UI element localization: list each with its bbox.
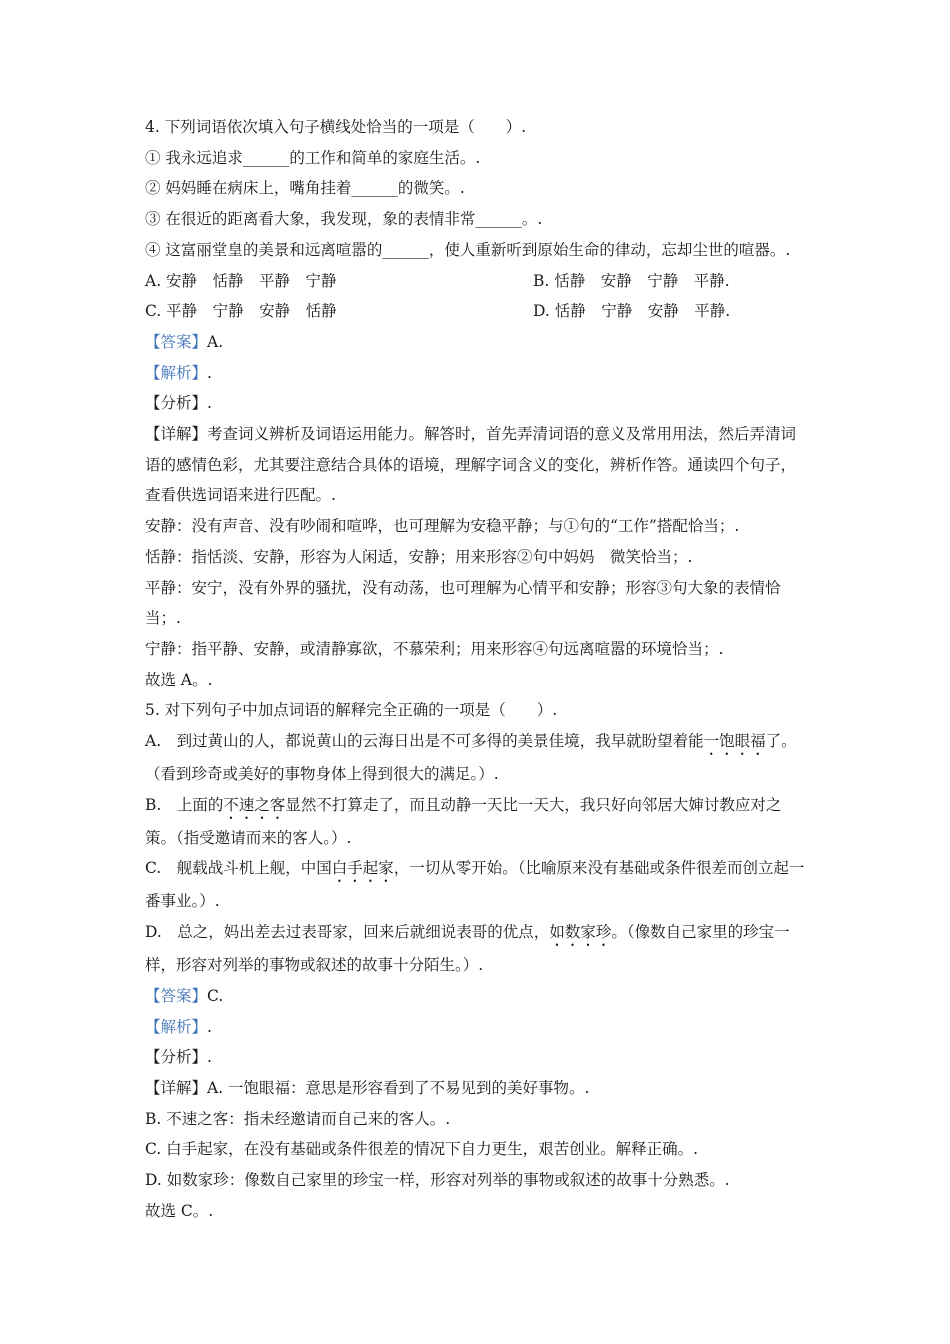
q5-fenxi: 【分析】.: [145, 1048, 212, 1067]
q5-a-dotted-word: 一饱眼福: [703, 732, 766, 751]
q4-sentence-3: ③ 在很近的距离看大象，我发现，象的表情非常______。.: [145, 210, 543, 229]
q5-d-dotted-word: 如数家珍: [549, 923, 612, 942]
q4-option-a: A. 安静 恬静 平静 宁静: [145, 271, 337, 290]
answer-value: A.: [207, 332, 224, 351]
q5-analysis: [145, 1012, 810, 1043]
q5-b-text: B. 上面的: [145, 795, 224, 814]
q4-answer: [145, 327, 810, 358]
q5-conclusion: 故选 C。.: [145, 1201, 214, 1220]
q4-options-row-1: [145, 266, 810, 297]
q5-detail-1: 【详解】A. 一饱眼福：意思是形容看到了不易见到的美好事物。.: [145, 1078, 590, 1097]
q4-word-1: 安静：没有声音、没有吵闹和喧哗，也可理解为安稳平静；与①句的“工作”搭配恰当；.: [145, 517, 740, 536]
question-5-stem: 5. 对下列句子中加点词语的解释完全正确的一项是（ ）.: [145, 701, 558, 720]
analysis-tag: 【解析】: [145, 1017, 208, 1036]
q5-a-explanation: 了。（看到珍奇或美好的事物身体上得到很大的满足。）.: [145, 732, 797, 784]
answer-tag: 【答案】: [145, 986, 208, 1005]
q4-sentence-4: ④ 这富丽堂皇的美景和远离喧嚣的______，使人重新听到原始生命的律动，忘却尘世的喧器。.: [145, 240, 791, 259]
q4-option-c: C. 平静 宁静 安静 恬静: [145, 302, 337, 321]
q5-option-c: [145, 853, 810, 917]
q4-options-row-2: [145, 296, 810, 327]
question-4-stem: 4. 下列词语依次填入句子横线处恰当的一项是（ ）.: [145, 118, 527, 136]
answer-tag: 【答案】: [145, 332, 208, 351]
q4-word-2: 恬静：指恬淡、安静，形容为人闲适，安静；用来形容②句中妈妈 微笑恰当；.: [145, 547, 693, 566]
q5-c-explanation: ，一切从零开始。（比喻原来没有基础或条件很差而创立起一番事业。）.: [145, 859, 805, 911]
document-page: [145, 112, 810, 1227]
q4-sentence-2: ② 妈妈睡在病床上，嘴角挂着______的微笑。.: [145, 179, 465, 198]
q5-b-explanation: 显然不打算走了，而且动静一天比一天大，我只好向邻居大婶讨教应对之策。（指受邀请而来的客人。）.: [145, 795, 782, 847]
q4-detail: 【详解】考查词义辨析及词语运用能力。解答时，首先弄清词语的意义及常用用法，然后弄清词语的感情色彩，尤其要注意结合具体的语境，理解字词含义的变化，辨析作答。通读四个句子，查看供选词语来进行匹配。.: [145, 425, 797, 505]
answer-value: C.: [207, 986, 224, 1005]
q5-c-dotted-word: 白手起家: [331, 859, 394, 878]
q4-conclusion: 故选 A。.: [145, 670, 213, 689]
q5-b-dotted-word: 不速之客: [223, 795, 286, 814]
q5-answer: [145, 981, 810, 1012]
q4-option-d: D. 恬静 宁静 安静 平静.: [533, 302, 731, 321]
q4-option-b: B. 恬静 安静 宁静 平静.: [533, 271, 730, 290]
q5-option-b: [145, 790, 810, 854]
analysis-value: .: [207, 1017, 212, 1036]
q5-c-text: C. 舰载战斗机上舰，中国: [145, 859, 332, 878]
q5-detail-4: D. 如数家珍：像数自己家里的珍宝一样，形容对列举的事物或叙述的故事十分熟悉。.: [145, 1171, 730, 1190]
q4-analysis: [145, 358, 810, 389]
analysis-value: .: [207, 363, 212, 382]
q5-a-text: A. 到过黄山的人，都说黄山的云海日出是不可多得的美景佳境，我早就盼望着能: [145, 732, 704, 751]
q5-option-d: [145, 917, 810, 981]
q4-fenxi: 【分析】.: [145, 394, 212, 413]
q5-d-explanation: 。（像数自己家里的珍宝一样，形容对列举的事物或叙述的故事十分陌生。）.: [145, 923, 790, 975]
q4-word-4: 宁静：指平静、安静，或清静寡欲，不慕荣利；用来形容④句远离喧嚣的环境恰当；.: [145, 639, 724, 658]
q4-word-3: 平静：安宁，没有外界的骚扰，没有动荡，也可理解为心情平和安静；形容③句大象的表情恰当；.: [145, 578, 781, 628]
q5-option-a: [145, 726, 810, 790]
q4-sentence-1: ① 我永远追求______的工作和简单的家庭生活。.: [145, 148, 481, 167]
analysis-tag: 【解析】: [145, 363, 208, 382]
q5-detail-2: B. 不速之客：指未经邀请而自己来的客人。.: [145, 1109, 451, 1128]
q5-detail-3: C. 白手起家，在没有基础或条件很差的情况下自力更生，艰苦创业。解释正确。.: [145, 1140, 699, 1159]
q5-d-text: D. 总之，妈出差去过表哥家，回来后就细说表哥的优点，: [145, 923, 550, 942]
